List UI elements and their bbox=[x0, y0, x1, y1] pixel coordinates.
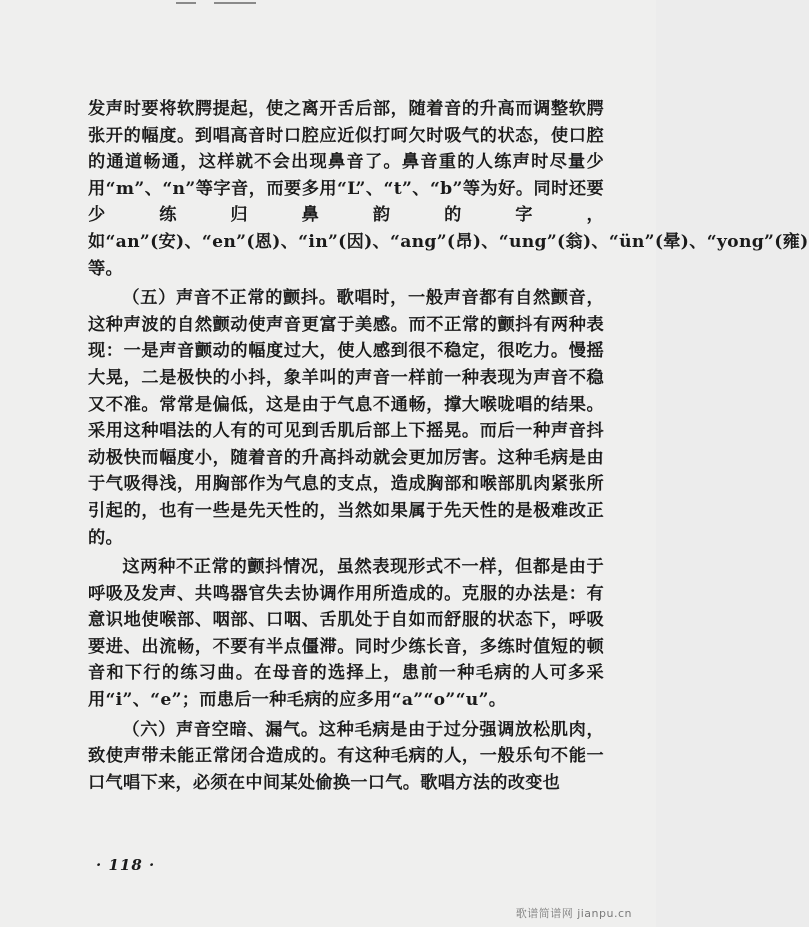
paragraph-remedy: 这两种不正常的颤抖情况，虽然表现形式不一样，但都是由于呼吸及发声、共鸣器官失去协调作用所造成的。克服的办法是：有意识地使喉部、咽部、口咽、舌肌处于自如而舒服的状态下，呼吸要进、出流畅，不要有半点僵滞。同时少练长音，多练时值短的顿音和下行的练习曲。在母音的选择上，患前一种毛病的人可多采用“i”、“e”；而患后一种毛病的应多用“a”“o”“u”。 bbox=[88, 557, 604, 711]
scan-mark bbox=[176, 2, 196, 4]
scan-mark bbox=[214, 2, 256, 4]
body-text bbox=[88, 96, 809, 796]
site-watermark: 歌谱简谱网 jianpu.cn bbox=[515, 907, 632, 920]
paragraph-continuation: 发声时要将软腭提起，使之离开舌后部，随着音的升高而调整软腭张开的幅度。到唱高音时口腔应近似打呵欠时吸气的状态，使口腔的通道畅通，这样就不会出现鼻音了。鼻音重的人练声时尽量少用“m”、“n”等字音，而要多用“L”、“t”、“b”等为好。同时还要少练归鼻韵的字，如“an”(安)、“en”(恩)、“in”(因)、“ang”(昂)、“ung”(翁)、“ün”(晕)、“yong”(雍)等。 bbox=[88, 99, 809, 279]
page-number: · 118 · bbox=[96, 856, 156, 874]
paragraph-section-five: （五）声音不正常的颤抖。歌唱时，一般声音都有自然颤音，这种声波的自然颤动使声音更富于美感。而不正常的颤抖有两种表现：一是声音颤动的幅度过大，使人感到很不稳定，很吃力。慢摇大晃，二是极快的小抖，象羊叫的声音一样前一种表现为声音不稳又不准。常常是偏低，这是由于气息不通畅，撑大喉咙唱的结果。采用这种唱法的人有的可见到舌肌后部上下摇晃。而后一种声音抖动极快而幅度小，随着音的升高抖动就会更加厉害。这种毛病是由于气吸得浅，用胸部作为气息的支点，造成胸部和喉部肌肉紧张所引起的，也有一些是先天性的，当然如果属于先天性的是极难改正的。 bbox=[88, 288, 604, 548]
paragraph-section-six: （六）声音空暗、漏气。这种毛病是由于过分强调放松肌肉，致使声带未能正常闭合造成的。有这种毛病的人，一般乐句不能一口气唱下来，必须在中间某处偷换一口气。歌唱方法的改变也 bbox=[88, 719, 604, 793]
